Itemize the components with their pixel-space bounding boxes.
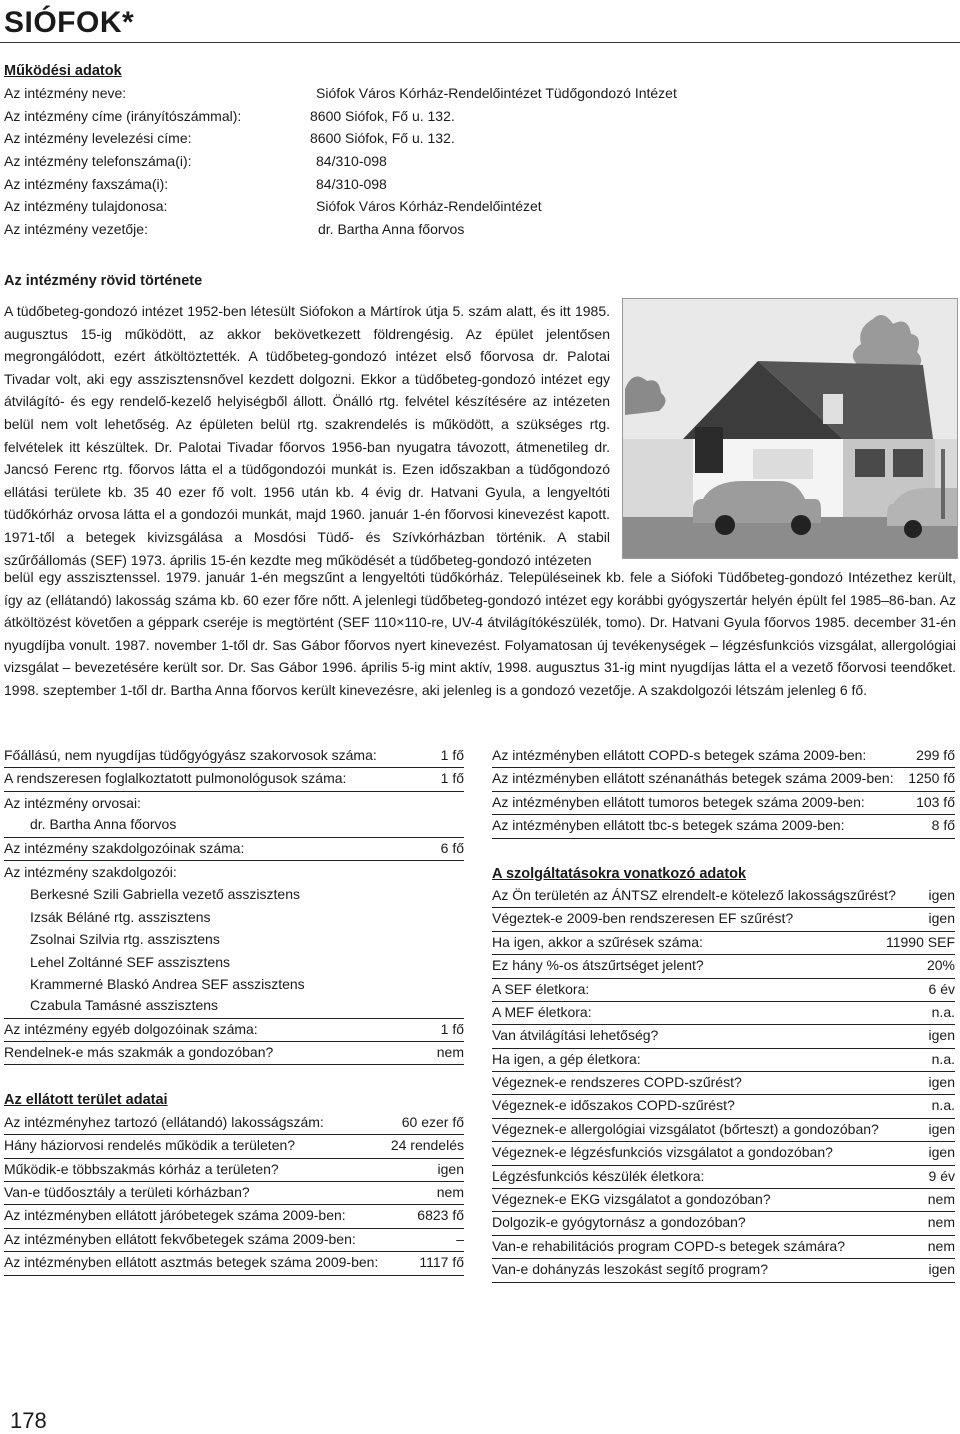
row-value: n.a. xyxy=(931,1097,955,1114)
row-value: 1117 fő xyxy=(419,1254,464,1271)
row-value: 24 rendelés xyxy=(390,1137,464,1154)
nurse-name: Zsolnai Szilvia rtg. asszisztens xyxy=(30,931,220,948)
services-heading: A szolgáltatásokra vonatkozó adatok xyxy=(492,865,747,882)
row-value: igen xyxy=(928,1261,955,1278)
table-row xyxy=(492,1259,955,1282)
table-row xyxy=(4,1205,464,1228)
table-row xyxy=(4,745,464,768)
row-value: igen xyxy=(928,1144,955,1161)
table-row xyxy=(492,768,955,791)
nurse-name: Izsák Béláné rtg. asszisztens xyxy=(30,908,211,925)
info-row-phone xyxy=(4,150,704,173)
table-row xyxy=(4,1159,464,1182)
row-label: A SEF életkora: xyxy=(492,980,590,997)
nurses-label: Az intézmény szakdolgozói: xyxy=(4,863,177,880)
row-value: 6 év xyxy=(928,980,955,997)
row-label: Végeznek-e légzésfunkciós vizsgálatot a gondozóban? xyxy=(492,1144,833,1161)
history-paragraph-part1: A tüdőbeteg-gondozó intézet 1952-ben létesült Siófokon a Mártírok útja 5. szám alatt, és itt 1985. augusztus 15-ig működött, az akkor bekövetkezett földrengésig. Az épület jelentősen megrongálódott, ezért átköltöztették. A tüdőbeteg-gondozó intézet első főorvosa dr. Palotai Tivadar volt, aki egy asszisztensnővel kezdett dolgozni. Ekkor a tüdőbeteg-gondozó intézet egy átvilágító- és egy rendelő-kezelő helyiségből állott. Önálló rtg. felvétel készítésére az intézeten belül nem volt lehetőség. Az épületen belül rtg. szakrendelés is működött, a szükséges rtg. felvételek itt készültek. Dr. Palotai Tivadar főorvos 1956-ban nyugatra távozott, átmenetileg dr. Jancsó Ferenc rtg. főorvos látta el a tüdőgondozói munkát is. Ezen időszakban a tüdőgondozó ellátási területe kb. 35 40 ezer fő volt. 1956 után kb. 4 évig dr. Hatvani Gyula, a lengyeltóti tüdőkórház orvosa látta el a gondozói munkát, majd 1960. január 1-én főorvosi kinevezést kapott. 1971-től a betegek kivizsgálása a Mosdósi Tüdő- és Szívkórházban történik. A stabil szűrőállomás (SEF) 1973. április 15-én kezdte meg működését a tüdőbeteg-gondozó intézeten xyxy=(4,303,610,568)
row-value: igen xyxy=(928,910,955,927)
table-row xyxy=(492,792,955,815)
info-value: Siófok Város Kórház-Rendelőintézet xyxy=(316,198,542,215)
row-label: Az intézmény egyéb dolgozóinak száma: xyxy=(4,1020,258,1037)
info-value: 8600 Siófok, Fő u. 132. xyxy=(310,107,455,124)
info-label: Az intézmény vezetője: xyxy=(4,221,148,238)
row-label: Légzésfunkciós készülék életkora: xyxy=(492,1167,705,1184)
row-label: Végeznek-e rendszeres COPD-szűrést? xyxy=(492,1074,742,1091)
info-value: 84/310-098 xyxy=(316,175,387,192)
info-value: dr. Bartha Anna főorvos xyxy=(318,221,465,238)
row-label: Az Ön területén az ÁNTSZ elrendelt-e kötelező lakosságszűrést? xyxy=(492,886,896,903)
doctor-name: dr. Bartha Anna főorvos xyxy=(30,816,177,833)
nurse-name: Berkesné Szili Gabriella vezető asszisztens xyxy=(30,886,301,903)
table-row xyxy=(4,1135,464,1158)
row-label: Dolgozik-e gyógytornász a gondozóban? xyxy=(492,1214,746,1231)
row-label: Ha igen, akkor a szűrések száma: xyxy=(492,933,703,950)
table-row xyxy=(4,814,464,837)
row-label: Végeznek-e időszakos COPD-szűrést? xyxy=(492,1097,735,1114)
row-label: A MEF életkora: xyxy=(492,1003,592,1020)
page-title: SIÓFOK* xyxy=(4,6,135,39)
row-label: Van átvilágítási lehetőség? xyxy=(492,1027,659,1044)
row-value: 103 fő xyxy=(916,793,955,810)
table-row xyxy=(492,908,955,931)
table-row xyxy=(492,932,955,955)
row-label: Az intézményben ellátott szénanáthás betegek száma 2009-ben: xyxy=(492,770,894,787)
row-label: Ez hány %-os átszűrtséget jelent? xyxy=(492,957,704,974)
table-row xyxy=(492,1049,955,1072)
row-value: 1 fő xyxy=(440,1020,464,1037)
row-label: Működik-e többszakmás kórház a területen? xyxy=(4,1160,279,1177)
info-label: Az intézmény levelezési címe: xyxy=(4,130,192,147)
info-label: Az intézmény címe (irányítószámmal): xyxy=(4,107,242,124)
row-value: nem xyxy=(927,1237,955,1254)
row-value: igen xyxy=(928,886,955,903)
row-value: 60 ezer fő xyxy=(401,1113,464,1130)
info-row-owner xyxy=(4,195,704,218)
table-row xyxy=(492,1189,955,1212)
info-row-fax xyxy=(4,173,704,196)
row-value: 1250 fő xyxy=(908,770,955,787)
table-row xyxy=(492,1119,955,1142)
row-label: Az intézményben ellátott tbc-s betegek száma 2009-ben: xyxy=(492,817,845,834)
table-row xyxy=(492,1236,955,1259)
row-label: Ha igen, a gép életkora: xyxy=(492,1050,641,1067)
row-value: nem xyxy=(927,1191,955,1208)
table-row xyxy=(492,979,955,1002)
row-label: Hány háziorvosi rendelés működik a területen? xyxy=(4,1137,296,1154)
table-row xyxy=(492,1025,955,1048)
row-label: Az intézményhez tartozó (ellátandó) lakosságszám: xyxy=(4,1113,324,1130)
doctors-label: Az intézmény orvosai: xyxy=(4,794,141,811)
history-paragraph-part2: belül egy asszisztenssel. 1979. január 1-én megszűnt a lengyeltóti tüdőkórház. Településeinek kb. fele a Siófoki Tüdőbeteg-gondozó Intézethez került, így az (ellátandó) lakosság száma kb. 60 ezer főre nőtt. A jelenlegi tüdőbeteg-gondozó intézet egy korábbi gyógyszertár helyén épült fel 1985–86-ban. Az átköltözést követően a géppark cseréje is megtörtént (SEF 110×110-re, UV-4 átvilágítókészülék, tomo). Dr. Hatvani Gyula főorvos 1985. december 31-én nyugdíjba vonult. 1987. november 1-től dr. Sas Gábor főorvos nyert kinevezést. Folyamatosan új tevékenységek – légzésfunkciós vizsgálat, allergológiai vizsgálat – bevezetésére került sor. Dr. Sas Gábor 1996. április 5-ig mint aktív, 1998. augusztus 31-ig mint nyugdíjas látta el a vezető főorvosi teendőket. 1998. szeptember 1-től dr. Bartha Anna főorvos került kinevezésre, aki jelenleg is a gondozó vezetője. A szakdolgozói létszám jelenleg 6 fő. xyxy=(4,569,956,698)
table-row xyxy=(492,955,955,978)
table-row xyxy=(4,768,464,791)
row-value: 299 fő xyxy=(916,747,955,763)
row-value: n.a. xyxy=(931,1050,955,1067)
staff-and-area-column xyxy=(4,745,464,1276)
table-row xyxy=(4,1252,464,1275)
operating-data-section xyxy=(4,60,704,241)
table-row xyxy=(4,838,464,861)
row-label: Az intézményben ellátott fekvőbetegek száma 2009-ben: xyxy=(4,1230,356,1247)
row-label: A rendszeresen foglalkoztatott pulmonológusok száma: xyxy=(4,770,347,787)
info-label: Az intézmény neve: xyxy=(4,85,127,101)
row-value: igen xyxy=(928,1120,955,1137)
info-label: Az intézmény telefonszáma(i): xyxy=(4,153,192,170)
page-number: 178 xyxy=(10,1408,47,1433)
nurse-name: Czabula Tamásné asszisztens xyxy=(30,997,219,1014)
nurse-name: Krammerné Blaskó Andrea SEF asszisztens xyxy=(30,975,305,992)
table-row xyxy=(492,1002,955,1025)
row-value: – xyxy=(456,1230,464,1247)
table-row xyxy=(4,1182,464,1205)
row-value: nem xyxy=(436,1184,464,1201)
info-row-address xyxy=(4,105,704,128)
row-label: Az intézményben ellátott COPD-s betegek száma 2009-ben: xyxy=(492,747,867,763)
building-photo xyxy=(622,298,958,559)
info-label: Az intézmény tulajdonosa: xyxy=(4,198,168,215)
history-heading: Az intézmény rövid története xyxy=(4,273,203,289)
row-label: Van-e rehabilitációs program COPD-s betegek számára? xyxy=(492,1237,846,1254)
table-row xyxy=(492,1212,955,1235)
row-value: 9 év xyxy=(928,1167,955,1184)
row-value: 6823 fő xyxy=(417,1207,464,1224)
row-label: Rendelnek-e más szakmák a gondozóban? xyxy=(4,1044,274,1061)
table-row xyxy=(4,1229,464,1252)
row-label: Az intézmény szakdolgozóinak száma: xyxy=(4,839,245,856)
nurse-name: Lehel Zoltánné SEF asszisztens xyxy=(30,953,230,970)
row-value: nem xyxy=(927,1214,955,1231)
table-row xyxy=(492,1166,955,1189)
row-value: 6 fő xyxy=(440,839,464,856)
row-value: n.a. xyxy=(931,1003,955,1020)
row-value: nem xyxy=(436,1044,464,1061)
row-value: igen xyxy=(437,1160,464,1177)
info-row-head xyxy=(4,218,704,241)
row-value: 11990 SEF xyxy=(885,933,955,950)
row-label: Van-e tüdőosztály a területi kórházban? xyxy=(4,1184,250,1201)
row-value: 1 fő xyxy=(440,747,464,763)
row-label: Végeztek-e 2009-ben rendszeresen EF szűrést? xyxy=(492,910,794,927)
info-row-mailing-address xyxy=(4,127,704,150)
info-value: 84/310-098 xyxy=(316,153,387,170)
info-label: Az intézmény faxszáma(i): xyxy=(4,175,169,192)
info-value: 8600 Siófok, Fő u. 132. xyxy=(310,130,455,147)
row-label: Van-e dohányzás leszokást segítő program? xyxy=(492,1261,769,1278)
row-value: igen xyxy=(928,1027,955,1044)
operating-data-heading: Működési adatok xyxy=(4,63,122,79)
table-row xyxy=(492,885,955,908)
row-label: Az intézményben ellátott járóbetegek száma 2009-ben: xyxy=(4,1207,346,1224)
row-label: Az intézményben ellátott tumoros betegek száma 2009-ben: xyxy=(492,793,865,810)
table-row xyxy=(492,815,955,838)
table-row xyxy=(4,1112,464,1135)
table-row xyxy=(4,995,464,1018)
row-label: Az intézményben ellátott asztmás betegek száma 2009-ben: xyxy=(4,1254,379,1271)
table-row xyxy=(4,1019,464,1042)
row-value: 8 fő xyxy=(931,817,955,834)
table-row xyxy=(4,1042,464,1065)
row-value: 1 fő xyxy=(440,770,464,787)
row-value: igen xyxy=(928,1074,955,1091)
info-value: Siófok Város Kórház-Rendelőintézet Tüdőgondozó Intézet xyxy=(316,85,677,101)
table-row xyxy=(492,745,955,768)
row-label: Végeznek-e allergológiai vizsgálatot (bőrteszt) a gondozóban? xyxy=(492,1120,879,1137)
table-row xyxy=(492,1095,955,1118)
row-label: Főállású, nem nyugdíjas tüdőgyógyász szakorvosok száma: xyxy=(4,747,377,763)
title-divider xyxy=(0,42,960,43)
area-heading: Az ellátott terület adatai xyxy=(4,1092,168,1109)
table-row xyxy=(492,1072,955,1095)
patients-and-services-column xyxy=(492,745,955,1283)
row-value: 20% xyxy=(926,957,955,974)
table-row xyxy=(492,1142,955,1165)
row-label: Végeznek-e EKG vizsgálatot a gondozóban? xyxy=(492,1191,771,1208)
info-row-name xyxy=(4,82,704,105)
